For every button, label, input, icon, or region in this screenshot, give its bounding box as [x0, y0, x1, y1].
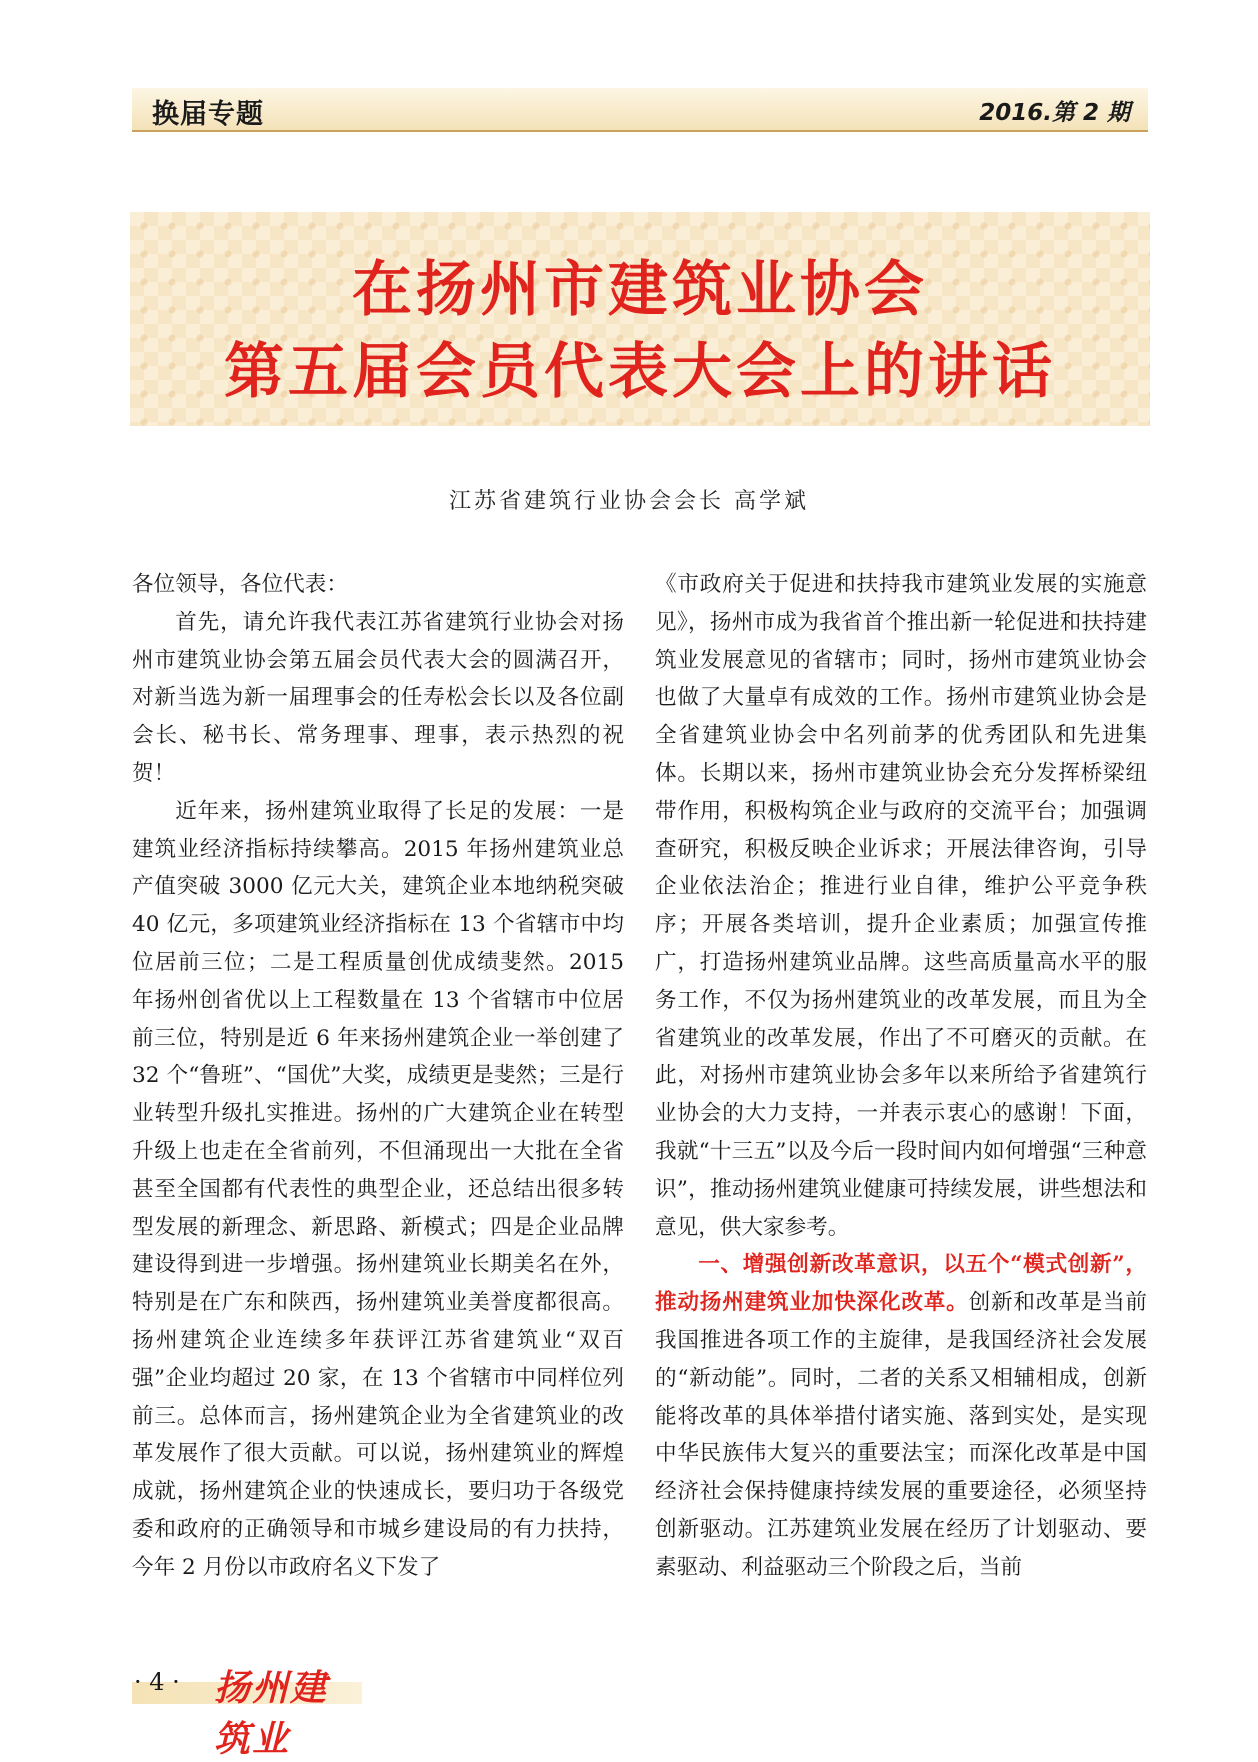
paragraph-text: 创新和改革是当前我国推进各项工作的主旋律，是我国经济社会发展的“新动能”。同时，二者的关系又相辅相成，创新能将改革的具体举措付诸实施、落到实处，是实现中华民族伟大复兴的重要法宝；而深化改革是中国经济社会保持健康持续发展的重要途径，必须坚持创新驱动。江苏建筑业发展在经历了计划驱动、要素驱动、利益驱动三个阶段之后，当前	[655, 1290, 1147, 1580]
title-line-1: 在扬州市建筑业协会	[352, 255, 928, 325]
paragraph	[655, 1246, 1147, 1586]
author-byline: 江苏省建筑行业协会会长 高学斌	[449, 489, 809, 514]
salutation: 各位领导，各位代表：	[132, 572, 348, 597]
paragraph: 近年来，扬州建筑业取得了长足的发展：一是建筑业经济指标持续攀高。2015 年扬州建筑业总产值突破 3000 亿元大关，建筑企业本地纳税突破 40 亿元，多项建筑业经济指标在 13 个省辖市中均位居前三位；二是工程质量创优成绩斐然。2015 年扬州创省优以上工程数量在 13 个省辖市中位居前三位，特别是近 6 年来扬州建筑企业一举创建了 32 个“鲁班”、“国优”大奖，成绩更是斐然；三是行业转型升级扎实推进。扬州的广大建筑企业在转型升级上也走在全省前列，不但涌现出一大批在全省甚至全国都有代表性的典型企业，还总结出很多转型发展的新理念、新思路、新模式；四是企业品牌建设得到进一步增强。扬州建筑业长期美名在外，特别是在广东和陕西，扬州建筑业美誉度都很高。扬州建筑企业连续多年获评江苏省建筑业“双百强”企业均超过 20 家，在 13 个省辖市中同样位列前三。总体而言，扬州建筑企业为全省建筑业的改革发展作了很大贡献。可以说，扬州建筑业的辉煌成就，扬州建筑企业的快速成长，要归功于各级党委和政府的正确领导和市城乡建设局的有力扶持，今年 2 月份以市政府名义下发了	[132, 798, 624, 1580]
header-bar	[132, 88, 1148, 132]
publication-logo: 扬州建筑业	[214, 1667, 329, 1760]
footer	[132, 1667, 362, 1760]
title-line-2: 第五届会员代表大会上的讲话	[224, 337, 1056, 407]
section-name: 换届专题	[152, 99, 264, 130]
paragraph: 首先，请允许我代表江苏省建筑行业协会对扬州市建筑业协会第五届会员代表大会的圆满召开，对新当选为新一届理事会的任寿松会长以及各位副会长、秘书长、常务理事、理事，表示热烈的祝贺！	[132, 609, 624, 786]
issue-number: 2016.第 2 期	[979, 100, 1130, 126]
paragraph: 《市政府关于促进和扶持我市建筑业发展的实施意见》，扬州市成为我省首个推出新一轮促进和扶持建筑业发展意见的省辖市；同时，扬州市建筑业协会也做了大量卓有成效的工作。扬州市建筑业协会是全省建筑业协会中名列前茅的优秀团队和先进集体。长期以来，扬州市建筑业协会充分发挥桥梁纽带作用，积极构筑企业与政府的交流平台；加强调查研究，积极反映企业诉求；开展法律咨询，引导企业依法治企；推进行业自律，维护公平竞争秩序；开展各类培训，提升企业素质；加强宣传推广，打造扬州建筑业品牌。这些高质量高水平的服务工作，不仅为扬州建筑业的改革发展，而且为全省建筑业的改革发展，作出了不可磨灭的贡献。在此，对扬州市建筑业协会多年以来所给予省建筑行业协会的大力支持，一并表示衷心的感谢！下面，我就“十三五”以及今后一段时间内如何增强“三种意识”，推动扬州建筑业健康可持续发展，讲些想法和意见，供大家参考。	[655, 572, 1147, 1240]
section-heading: 一、增强创新改革意识，以五个“模式创新”，推动扬州建筑业加快深化改革。	[655, 1252, 1147, 1316]
page-number: · 4 ·	[134, 1668, 180, 1696]
title-panel	[130, 212, 1150, 426]
left-column	[132, 566, 624, 1587]
right-column	[655, 566, 1147, 1587]
